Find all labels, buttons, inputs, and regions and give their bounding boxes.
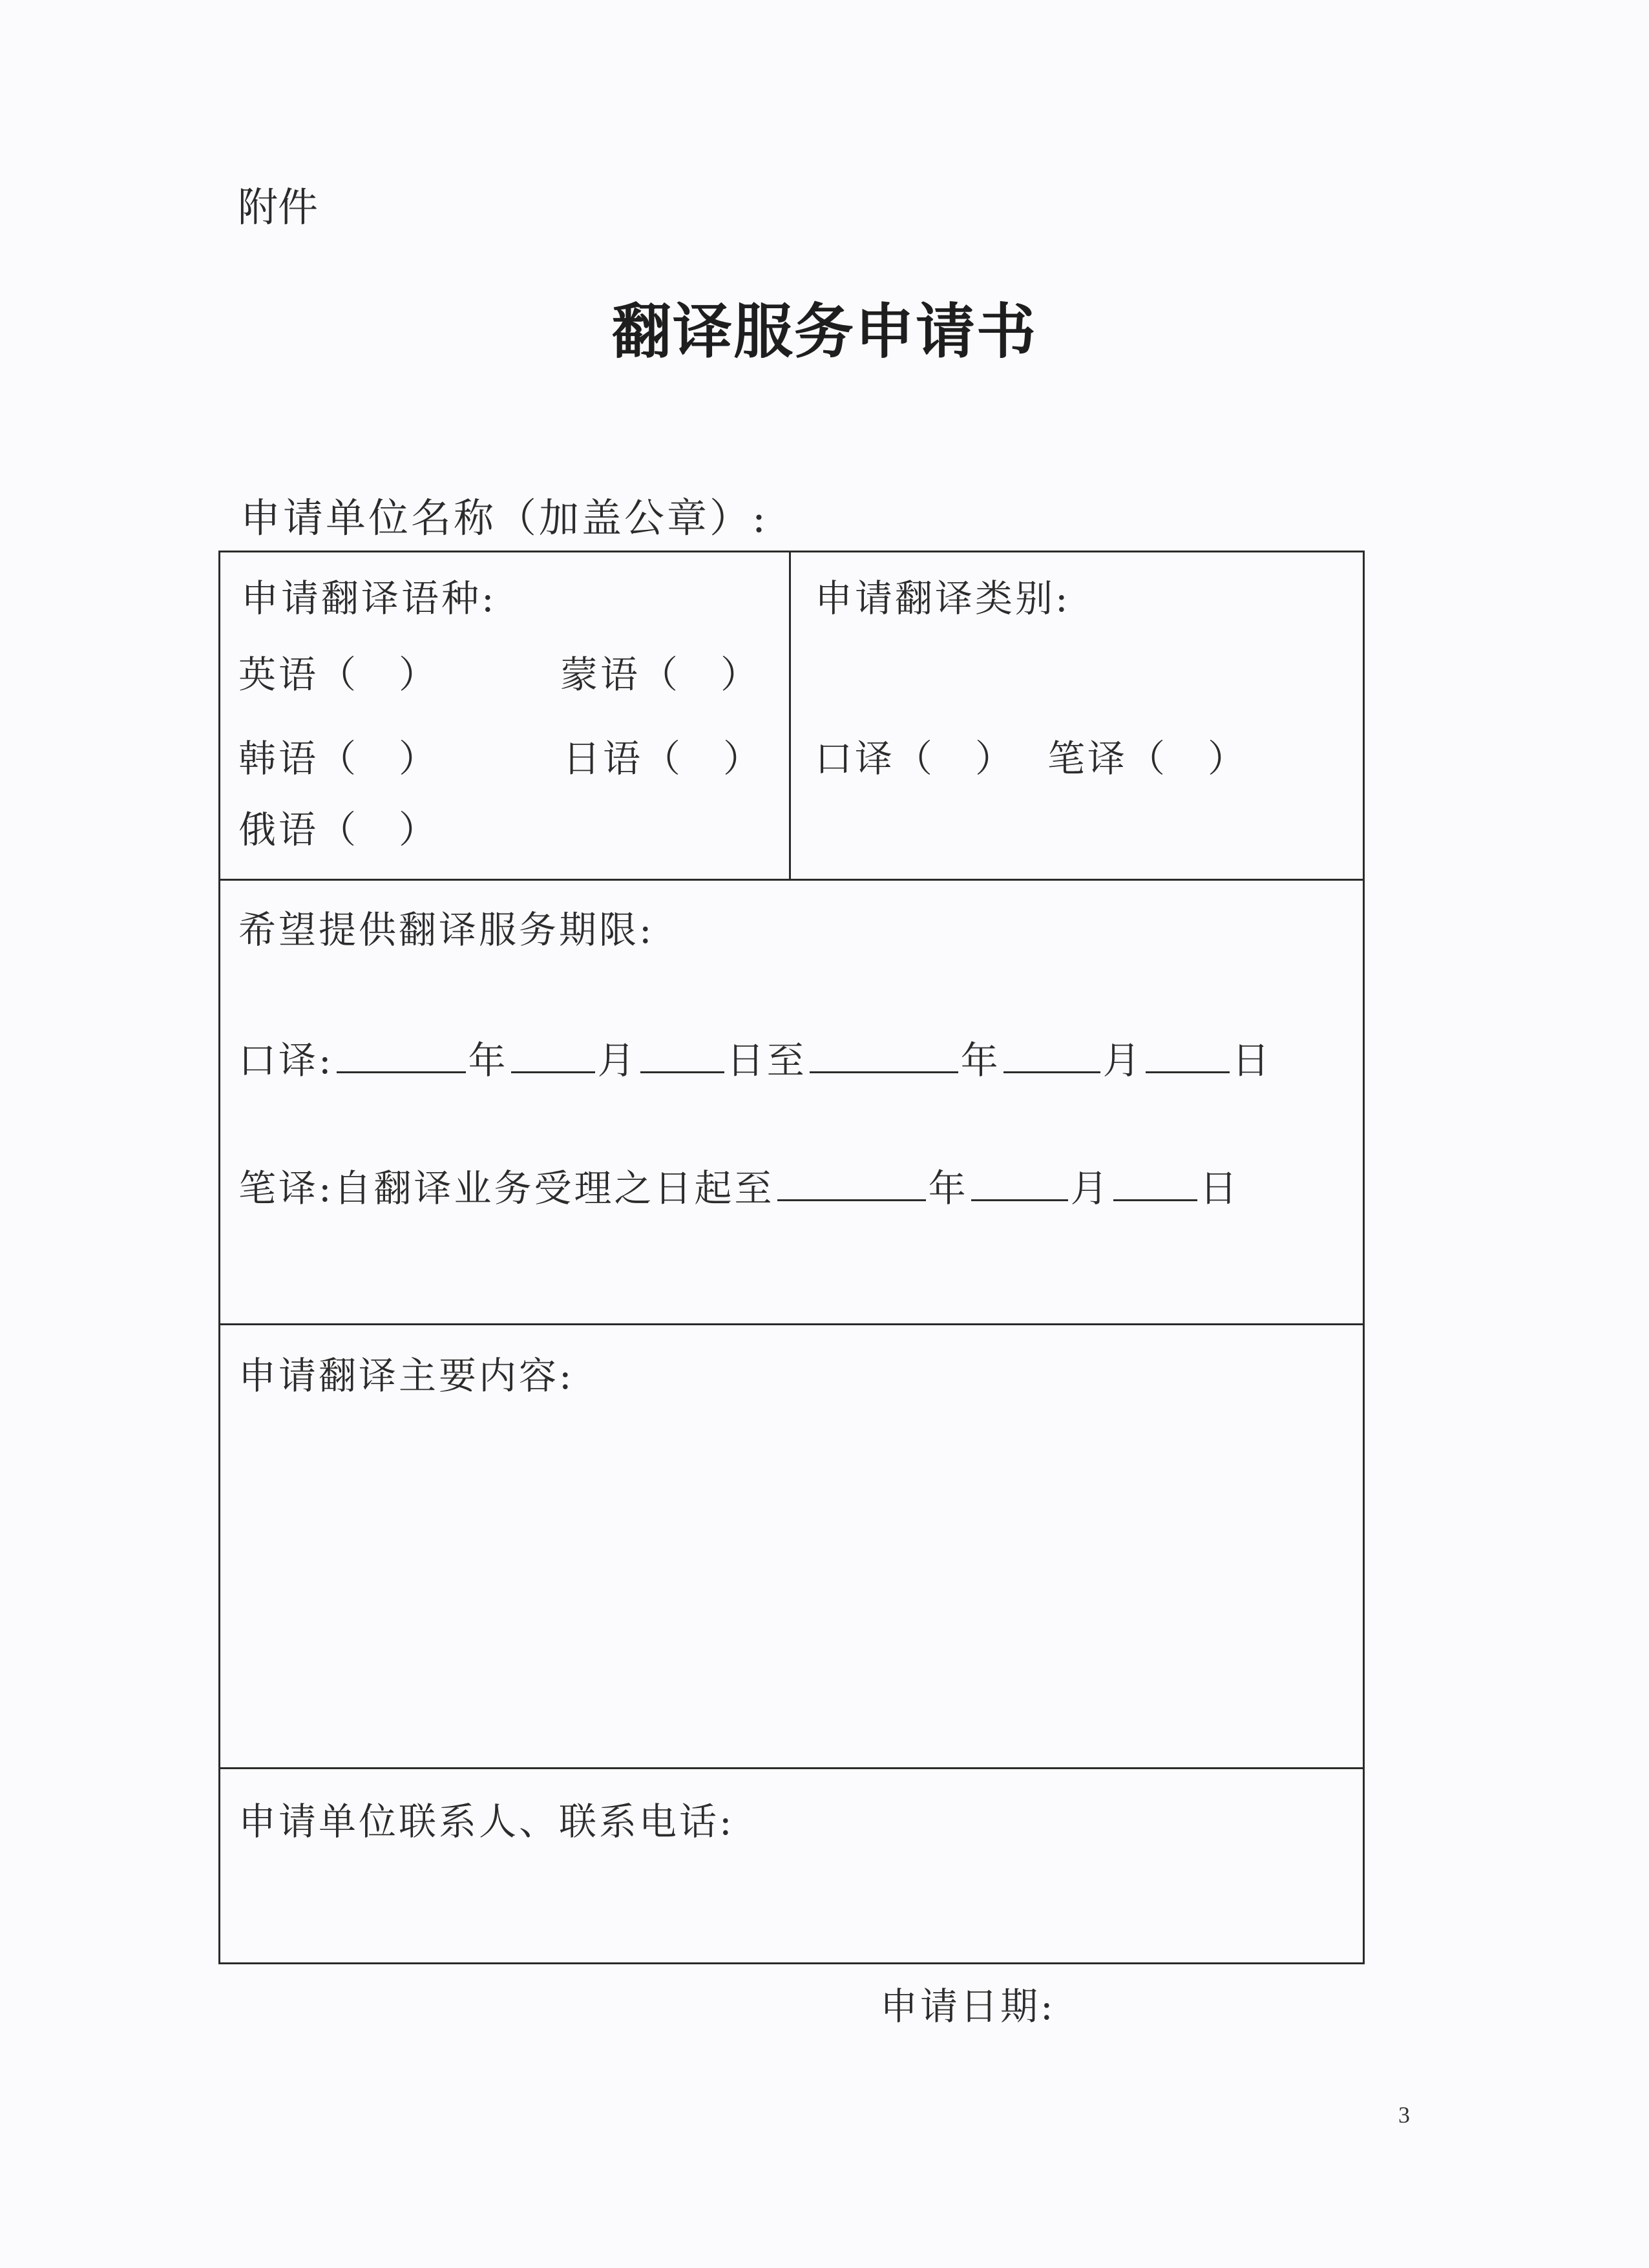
month-unit: 月 bbox=[597, 1038, 638, 1082]
row-divider bbox=[220, 1767, 1363, 1769]
category-option-written[interactable]: 笔译（ ） bbox=[1047, 737, 1248, 781]
applicant-name-label: 申请单位名称（加盖公章）: bbox=[240, 494, 768, 541]
year-unit: 年 bbox=[960, 1038, 1001, 1082]
language-option-japanese[interactable]: 日语（ ） bbox=[563, 737, 764, 781]
contact-field[interactable] bbox=[233, 1858, 1345, 1948]
oral-end-day-field[interactable] bbox=[1146, 1040, 1230, 1073]
day-unit: 日 bbox=[1199, 1166, 1240, 1210]
written-end-month-field[interactable] bbox=[971, 1168, 1068, 1201]
category-option-oral[interactable]: 口译（ ） bbox=[815, 737, 1016, 781]
oral-start-month-field[interactable] bbox=[511, 1040, 595, 1073]
contact-label: 申请单位联系人、联系电话: bbox=[238, 1800, 735, 1843]
column-divider bbox=[789, 552, 791, 879]
page-number: 3 bbox=[1398, 2102, 1410, 2128]
oral-period-prefix: 口译: bbox=[238, 1038, 334, 1082]
service-period-label: 希望提供翻译服务期限: bbox=[238, 908, 655, 952]
month-unit: 月 bbox=[1070, 1166, 1111, 1210]
day-to-connector: 日至 bbox=[726, 1038, 807, 1082]
category-section-label: 申请翻译类别: bbox=[815, 576, 1071, 620]
oral-start-year-field[interactable] bbox=[337, 1040, 466, 1073]
row-divider bbox=[220, 879, 1363, 881]
attachment-label: 附件 bbox=[238, 184, 319, 231]
document-title: 翻译服务申请书 bbox=[611, 297, 1037, 366]
day-unit: 日 bbox=[1232, 1038, 1272, 1082]
main-content-field[interactable] bbox=[233, 1412, 1345, 1748]
language-section-label: 申请翻译语种: bbox=[241, 576, 497, 620]
oral-end-month-field[interactable] bbox=[1003, 1040, 1100, 1073]
main-content-label: 申请翻译主要内容: bbox=[238, 1354, 574, 1398]
written-period-row bbox=[238, 1166, 1240, 1210]
year-unit: 年 bbox=[468, 1038, 509, 1082]
oral-end-year-field[interactable] bbox=[810, 1040, 958, 1073]
language-option-russian[interactable]: 俄语（ ） bbox=[238, 808, 439, 852]
written-period-text: 自翻译业务受理之日起至 bbox=[333, 1166, 775, 1210]
oral-period-row bbox=[238, 1038, 1272, 1082]
written-end-day-field[interactable] bbox=[1113, 1168, 1197, 1201]
language-option-mongolian[interactable]: 蒙语（ ） bbox=[560, 653, 761, 697]
written-period-prefix: 笔译: bbox=[238, 1166, 334, 1210]
row-divider bbox=[220, 1323, 1363, 1325]
year-unit: 年 bbox=[928, 1166, 969, 1210]
application-date-label: 申请日期: bbox=[880, 1984, 1056, 2028]
language-option-english[interactable]: 英语（ ） bbox=[238, 653, 439, 697]
language-option-korean[interactable]: 韩语（ ） bbox=[238, 737, 439, 781]
oral-start-day-field[interactable] bbox=[640, 1040, 724, 1073]
application-form-table bbox=[218, 551, 1365, 1964]
written-end-year-field[interactable] bbox=[777, 1168, 926, 1201]
month-unit: 月 bbox=[1102, 1038, 1143, 1082]
